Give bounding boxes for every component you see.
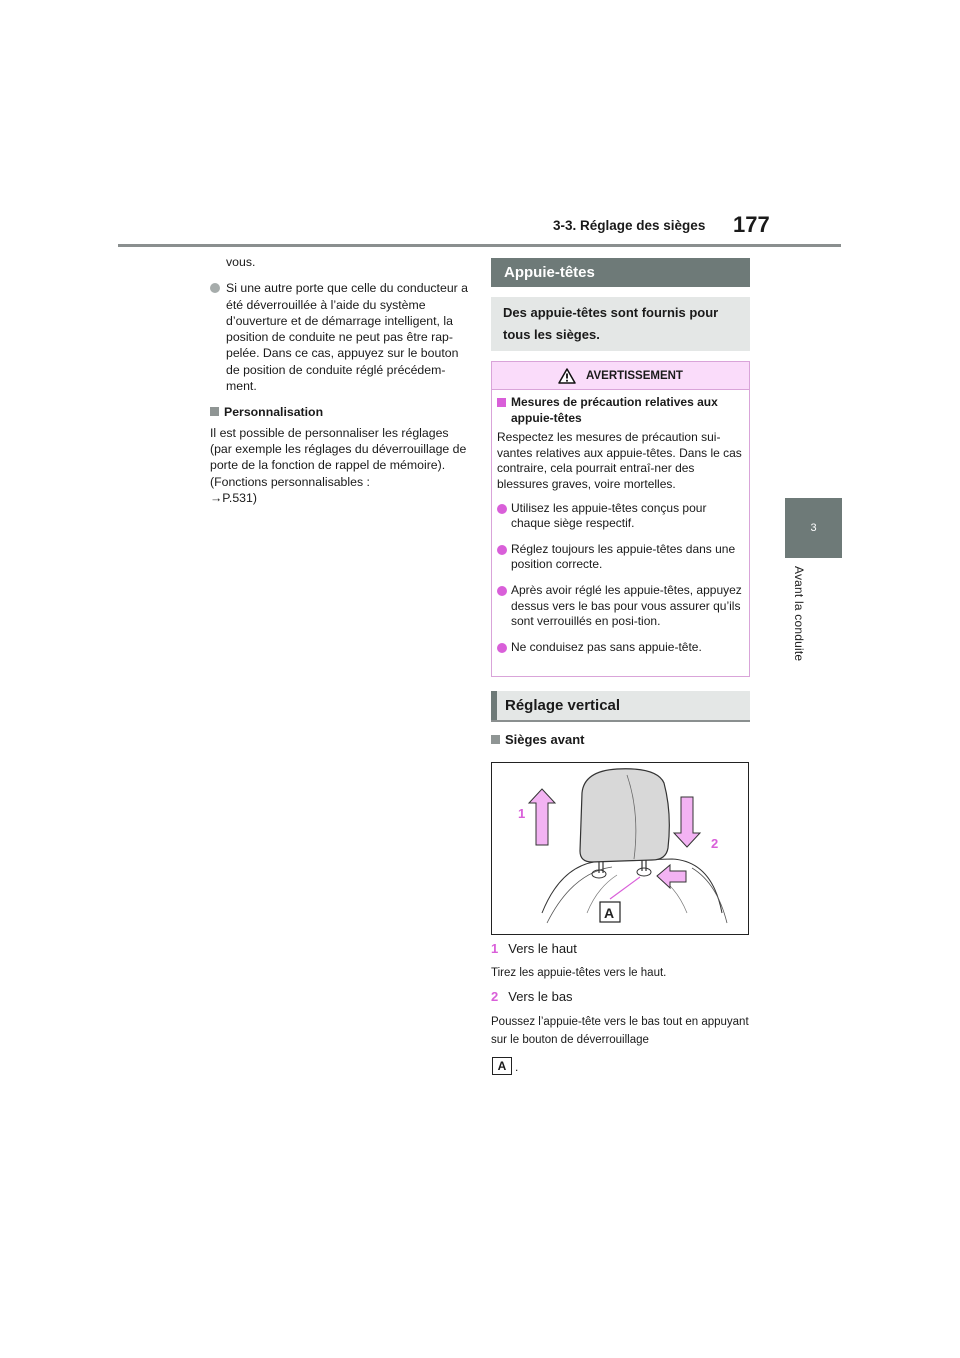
square-marker-icon xyxy=(497,398,506,407)
chapter-tab[interactable]: 3 xyxy=(785,498,842,558)
warning-body xyxy=(492,390,749,655)
step-1-note: Tirez les appuie-têtes vers le haut. xyxy=(491,967,667,979)
figure-label-2: 2 xyxy=(711,836,719,851)
chapter-label: Avant la conduite xyxy=(792,566,806,662)
personnalisation-heading xyxy=(210,404,468,420)
sub-heading-text: Sièges avant xyxy=(505,732,585,747)
square-marker-icon xyxy=(491,735,500,744)
step-1-number: 1 xyxy=(491,941,499,956)
headrest-drawing xyxy=(492,763,748,934)
label-a-tail: . xyxy=(515,1060,519,1074)
continued-text: vous. xyxy=(226,255,256,269)
warning-item xyxy=(497,501,744,532)
warning-para: Respectez les mesures de précaution sui-vantes relatives aux appuie-têtes. Dans le cas contraire, cela pourrait entraî-ner des blessures graves, voire mortelles. xyxy=(497,430,742,491)
label-a-box: A xyxy=(492,1057,512,1075)
warning-item-text: Réglez toujours les appuie-têtes dans une position correcte. xyxy=(511,541,736,572)
warning-item xyxy=(497,640,744,656)
personnalisation-para: Il est possible de personnaliser les réglages (par exemple les réglages du déverrouillage de porte de la fonction de rappel de mémoire). (Fonctions personnalisables : xyxy=(210,425,467,489)
bullet-dot-icon xyxy=(497,643,507,653)
intro-box: Des appuie-têtes sont fournis pour tous les sièges. xyxy=(491,297,750,351)
bullet-dot-icon xyxy=(497,504,507,514)
warning-heading-text: Mesures de précaution relatives aux appuie-têtes xyxy=(511,395,718,425)
bullet-dot-icon xyxy=(210,283,220,293)
header-rule xyxy=(118,244,841,247)
step-2-note: Poussez l’appuie-tête vers le bas tout en appuyant sur le bouton de déverrouillage xyxy=(491,1016,749,1046)
headrest-illustration xyxy=(491,762,749,935)
step-1 xyxy=(491,941,577,956)
bullet-item xyxy=(210,280,468,394)
warning-item-text: Ne conduisez pas sans appuie-tête. xyxy=(511,639,702,654)
warning-header xyxy=(492,362,749,390)
left-column xyxy=(210,254,468,506)
step-2-number: 2 xyxy=(491,989,499,1004)
bullet-dot-icon xyxy=(497,545,507,555)
step-1-text: Vers le haut xyxy=(508,941,577,956)
warning-triangle-icon xyxy=(558,368,576,384)
step-2 xyxy=(491,989,573,1004)
heading-text: Personnalisation xyxy=(224,405,324,420)
bullet-text: Si une autre porte que celle du conducteur a été déverrouillée à l’aide du système d’ouverture et de démarrage intelligent, la position de conduite ne peut pas être rap-pelée. Dans ce cas, appuyez sur le bouton de position de conduite réglé précédem-ment. xyxy=(226,281,469,394)
warning-title: AVERTISSEMENT xyxy=(586,369,683,382)
square-marker-icon xyxy=(210,407,219,416)
warning-item-text: Utilisez les appuie-têtes conçus pour chaque siège respectif. xyxy=(511,500,707,531)
warning-item xyxy=(497,583,744,630)
figure-label-a: A xyxy=(604,905,615,921)
warning-box xyxy=(491,361,750,677)
warning-item-text: Après avoir réglé les appuie-têtes, appuyez dessus vers le bas pour vous assurer qu’ils sont verrouillés en posi-tion. xyxy=(511,582,742,629)
section-heading-reglage-vertical: Réglage vertical xyxy=(491,691,750,722)
page-number: 177 xyxy=(733,212,770,237)
figure-label-1: 1 xyxy=(518,806,526,821)
warning-heading xyxy=(497,395,744,426)
section-heading-appuie-tetes: Appuie-têtes xyxy=(491,258,750,287)
section-title: 3-3. Réglage des sièges xyxy=(553,218,706,233)
page-reference-link[interactable]: →P.531) xyxy=(210,490,257,505)
step-2-text: Vers le bas xyxy=(508,989,573,1004)
bullet-dot-icon xyxy=(497,586,507,596)
warning-item xyxy=(497,542,744,573)
sub-heading xyxy=(491,732,585,747)
